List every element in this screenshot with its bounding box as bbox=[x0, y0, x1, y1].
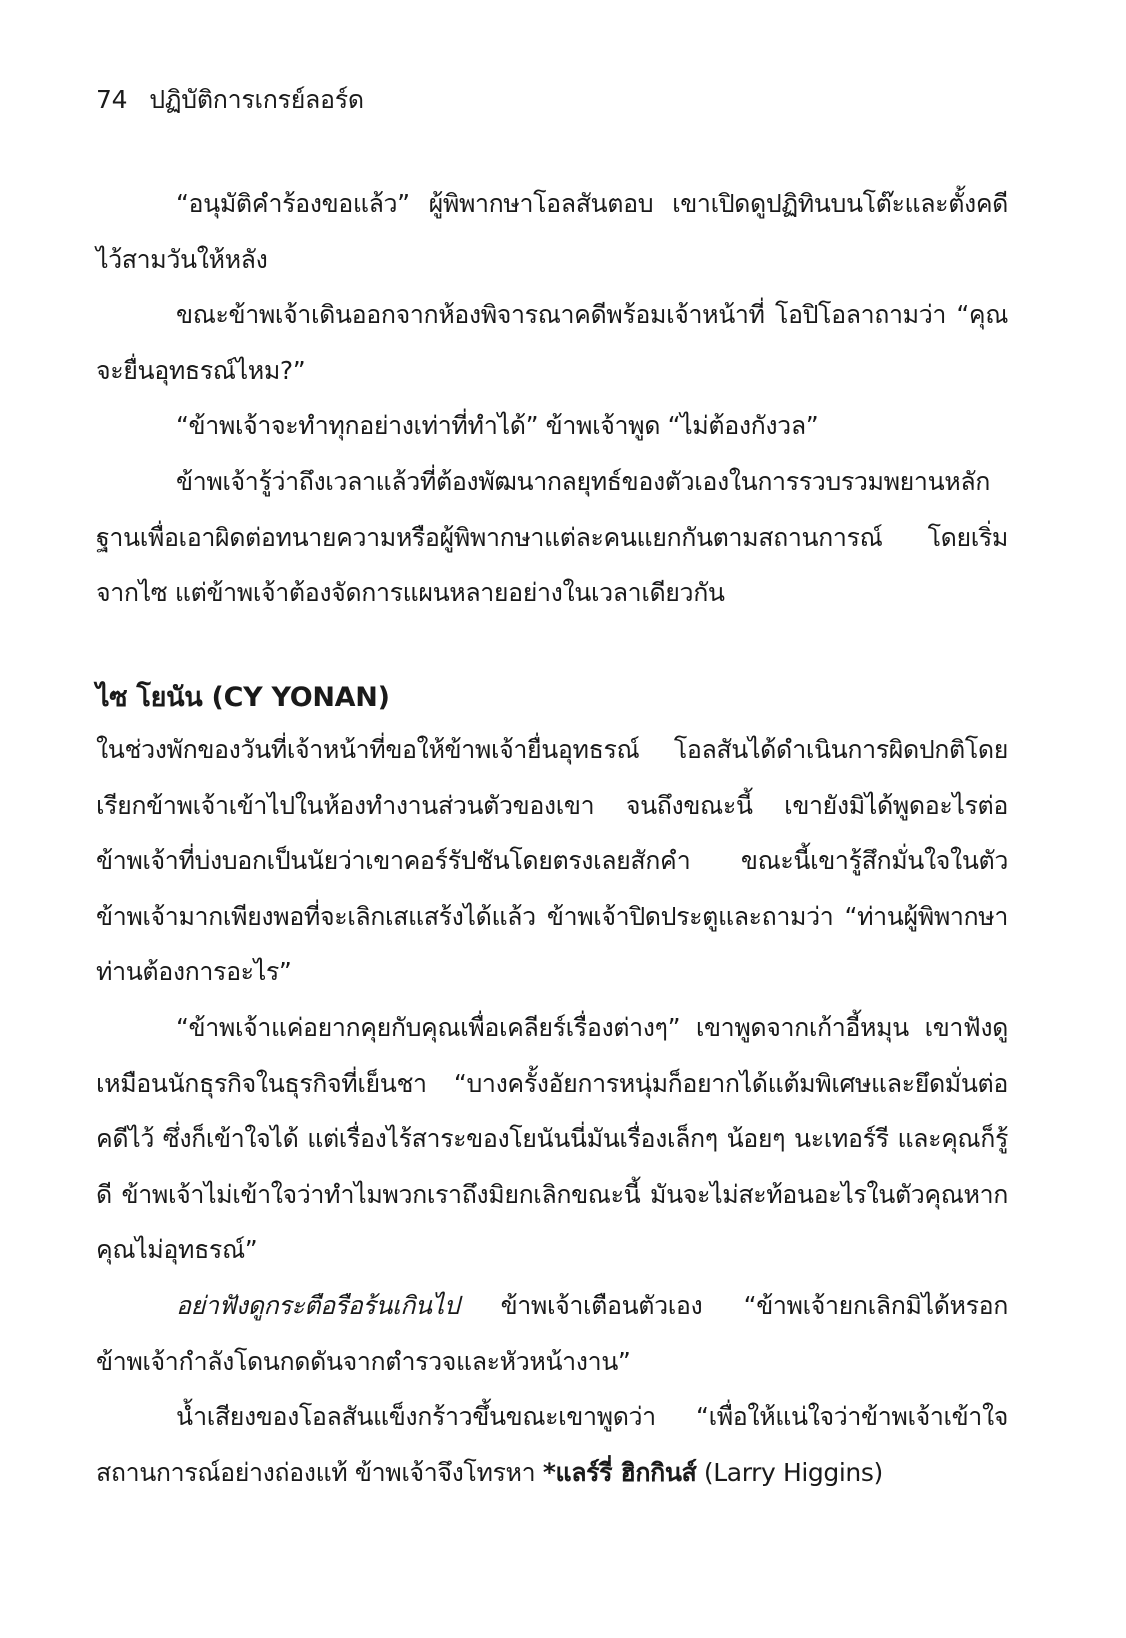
paragraph: “ข้าพเจ้าแค่อยากคุยกับคุณเพื่อเคลียร์เรื่องต่างๆ” เขาพูดจากเก้าอี้หมุน เขาฟังดูเหมือนนักธุรกิจในธุรกิจที่เย็นชา “บางครั้งอัยการหนุ่มก็อยากได้แต้มพิเศษและยึดมั่นต่อคดีไว้ ซึ่งก็เข้าใจได้ แต่เรื่องไร้สาระของโยนันนี่มันเรื่องเล็กๆ น้อยๆ นะเทอร์รี และคุณก็รู้ดี ข้าพเจ้าไม่เข้าใจว่าทำไมพวกเราถึงมิยกเลิกขณะนี้ มันจะไม่สะท้อนอะไรในตัวคุณหากคุณไม่อุทธรณ์” bbox=[96, 1012, 1008, 1265]
paragraph-text: น้ำเสียงของโอลสันแข็งกร้าวขึ้นขณะเขาพูดว่า “เพื่อให้แน่ใจว่าข้าพเจ้าเข้าใจสถานการณ์อย่างถ่องแท้ ข้าพเจ้าจึงโทรหา bbox=[96, 1402, 1008, 1487]
paragraph: “ข้าพเจ้าจะทำทุกอย่างเท่าที่ทำได้” ข้าพเจ้าพูด “ไม่ต้องกังวล” bbox=[176, 411, 819, 441]
paragraph-rest: ข้าพเจ้าเตือนตัวเอง “ข้าพเจ้ายกเลิกมิได้หรอก ข้าพเจ้ากำลังโดนกดดันจากตำรวจและหัวหน้างาน” bbox=[96, 1290, 1008, 1376]
page-number: 74 bbox=[96, 85, 128, 114]
paragraph: ข้าพเจ้ารู้ว่าถึงเวลาแล้วที่ต้องพัฒนากลยุทธ์ของตัวเองในการรวบรวมพยานหลักฐานเพื่อเอาผิดต่อทนายความหรือผู้พิพากษาแต่ละคนแยกกันตามสถานการณ์ โดยเริ่มจากไซ แต่ข้าพเจ้าต้องจัดการแผนหลายอย่างในเวลาเดียวกัน bbox=[96, 466, 1008, 608]
section-heading: ไซ โยนัน (CY YONAN) bbox=[96, 682, 390, 713]
paragraph: ขณะข้าพเจ้าเดินออกจากห้องพิจารณาคดีพร้อมเจ้าหน้าที่ โอปิโอลาถามว่า “คุณจะยื่นอุทธรณ์ไหม?” bbox=[96, 300, 1008, 385]
italic-thought: อย่าฟังดูกระตือรือร้นเกินไป bbox=[176, 1290, 460, 1320]
book-title: ปฏิบัติการเกรย์ลอร์ด bbox=[149, 85, 364, 114]
section-2-text bbox=[96, 722, 1008, 1500]
paragraph: “อนุมัติคำร้องขอแล้ว” ผู้พิพากษาโอลสันตอบ เขาเปิดดูปฏิทินบนโต๊ะและตั้งคดีไว้สามวันให้หลัง bbox=[96, 189, 1008, 274]
bold-name: *แลร์รี่ ฮิกกินส์ bbox=[542, 1457, 697, 1487]
paragraph bbox=[96, 1389, 1008, 1500]
paragraph-end: (Larry Higgins) bbox=[696, 1457, 883, 1487]
paragraph: ในช่วงพักของวันที่เจ้าหน้าที่ขอให้ข้าพเจ้ายื่นอุทธรณ์ โอลสันได้ดำเนินการผิดปกติโดยเรียกข้าพเจ้าเข้าไปในห้องทำงานส่วนตัวของเขา จนถึงขณะนี้ เขายังมิได้พูดอะไรต่อข้าพเจ้าที่บ่งบอกเป็นนัยว่าเขาคอร์รัปชันโดยตรงเลยสักคำ ขณะนี้เขารู้สึกมั่นใจในตัวข้าพเจ้ามากเพียงพอที่จะเลิกเสแสร้งได้แล้ว ข้าพเจ้าปิดประตูและถามว่า “ท่านผู้พิพากษา ท่านต้องการอะไร” bbox=[96, 735, 1008, 987]
paragraph bbox=[96, 1278, 1008, 1389]
running-header bbox=[96, 82, 364, 118]
section-1-text bbox=[96, 176, 1008, 621]
